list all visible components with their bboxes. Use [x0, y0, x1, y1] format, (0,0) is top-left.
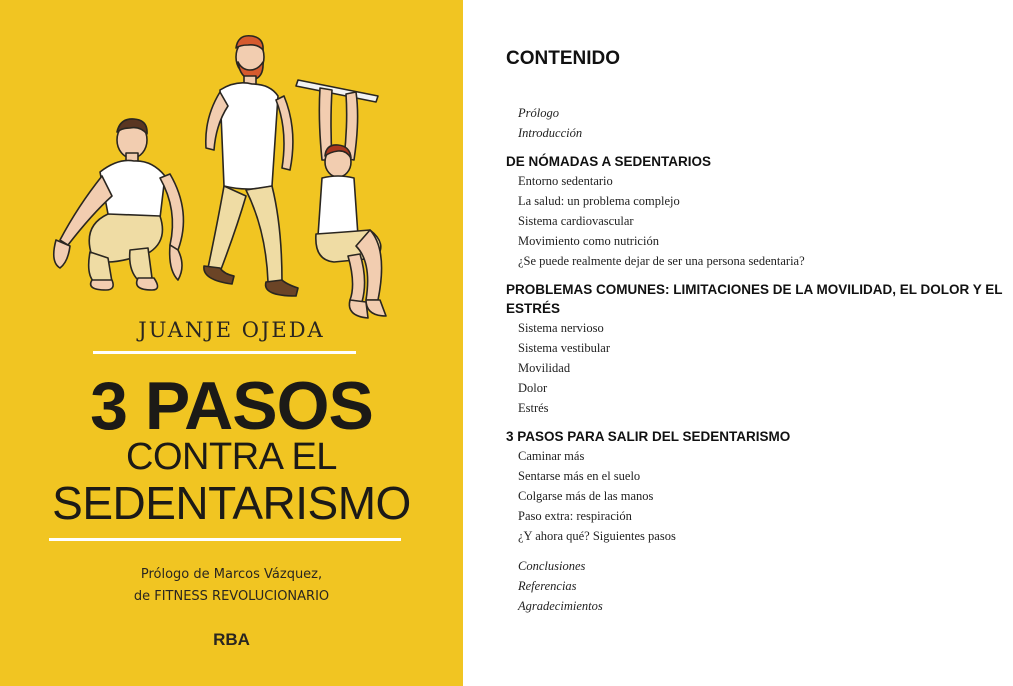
- toc-entry[interactable]: Movilidad: [518, 361, 571, 375]
- toc-entry-conclusiones[interactable]: Conclusiones: [518, 559, 586, 573]
- toc-section-problemas[interactable]: PROBLEMAS COMUNES: LIMITACIONES DE LA MOVILIDAD, EL DOLOR Y EL ESTRÉS: [506, 282, 1003, 316]
- toc-entry[interactable]: Caminar más: [518, 449, 585, 463]
- cover-title-line3: SEDENTARISMO: [52, 477, 411, 529]
- toc-entry[interactable]: Sentarse más en el suelo: [518, 469, 641, 483]
- cover-title-line2: CONTRA EL: [126, 436, 337, 478]
- toc-entry[interactable]: ¿Se puede realmente dejar de ser una persona sedentaria?: [518, 254, 805, 268]
- cover-illustration: [0, 0, 463, 330]
- cover-prologue-line2: de FITNESS REVOLUCIONARIO: [133, 589, 330, 604]
- toc-entry-prologo[interactable]: Prólogo: [518, 106, 559, 120]
- toc-entry[interactable]: ¿Y ahora qué? Siguientes pasos: [518, 529, 676, 543]
- cover-prologue-line1: Prólogo de Marcos Vázquez,: [140, 567, 323, 582]
- cover-publisher: RBA: [213, 630, 250, 649]
- toc-section-3-pasos[interactable]: 3 PASOS PARA SALIR DEL SEDENTARISMO: [506, 429, 791, 444]
- toc-entry[interactable]: Sistema cardiovascular: [518, 214, 634, 228]
- toc-entry[interactable]: Colgarse más de las manos: [518, 489, 654, 503]
- toc-entry[interactable]: Estrés: [518, 401, 549, 415]
- toc-entry-introduccion[interactable]: Introducción: [518, 126, 583, 140]
- table-of-contents: [463, 0, 1013, 686]
- cover-author: JUANJE OJEDA: [138, 318, 325, 342]
- hanging-woman-figure: [296, 80, 386, 318]
- toc-entry[interactable]: La salud: un problema complejo: [518, 194, 680, 208]
- cover-prologue: [0, 564, 463, 608]
- toc-entry[interactable]: Sistema vestibular: [518, 341, 610, 355]
- walking-man-figure: [204, 36, 298, 296]
- toc-entry[interactable]: Movimiento como nutrición: [518, 234, 659, 248]
- toc-heading: CONTENIDO: [506, 48, 620, 69]
- toc-list: [506, 103, 1006, 616]
- cover-divider-bottom: [49, 538, 401, 541]
- toc-entry[interactable]: Paso extra: respiración: [518, 509, 632, 523]
- toc-entry-referencias[interactable]: Referencias: [518, 579, 577, 593]
- toc-entry-agradecimientos[interactable]: Agradecimientos: [518, 599, 603, 613]
- book-cover: [0, 0, 463, 686]
- toc-entry[interactable]: Entorno sedentario: [518, 174, 613, 188]
- toc-section-nomadas[interactable]: DE NÓMADAS A SEDENTARIOS: [506, 154, 712, 169]
- toc-entry[interactable]: Sistema nervioso: [518, 321, 604, 335]
- cover-divider-top: [93, 351, 356, 354]
- toc-entry[interactable]: Dolor: [518, 381, 548, 395]
- squatting-man-figure: [54, 119, 184, 290]
- toc-spacer: [506, 546, 1006, 556]
- cover-title-line1: 3 PASOS: [90, 368, 373, 444]
